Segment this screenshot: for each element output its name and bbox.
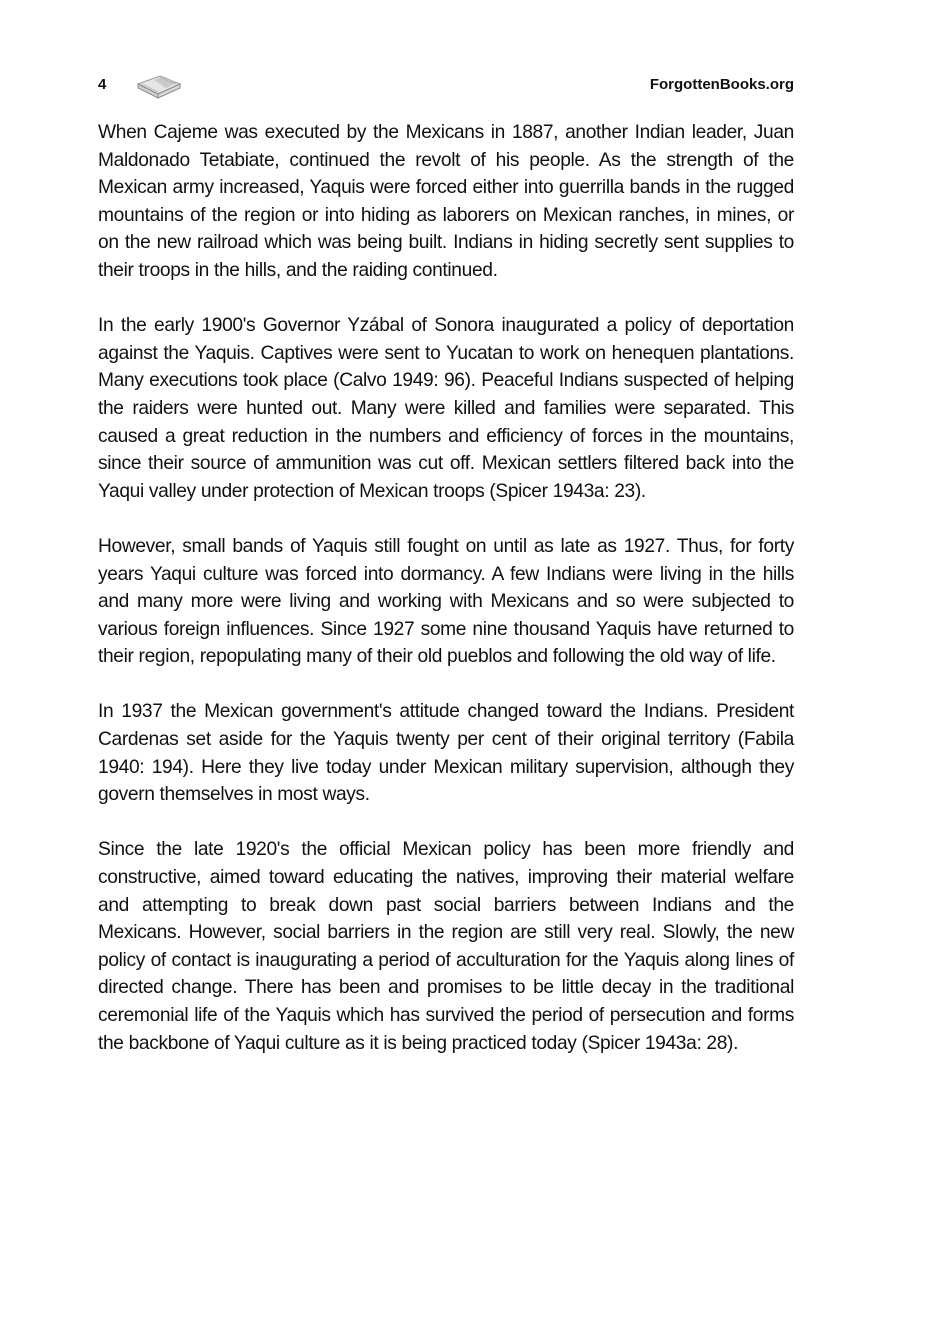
open-book-icon <box>136 74 182 100</box>
page-number: 4 <box>98 76 107 93</box>
paragraph: However, small bands of Yaquis still fought on until as late as 1927. Thus, for forty years Yaqui culture was forced into dormancy. A few Indians were living in the hills and many more were living and working with Mexicans and so were subjected to various foreign influences. Since 1927 some nine thousand Yaquis have returned to their region, repopulating many of their old pueblos and following the old way of life. <box>98 535 794 668</box>
paragraph: Since the late 1920's the official Mexican policy has been more friendly and constructive, aimed toward educating the natives, improving their material welfare and attempting to break down past social barriers between Indians and the Mexicans. However, social barriers in the region are still very real. Slowly, the new policy of contact is inaugurating a period of acculturation for the Yaquis along lines of directed change. There has been and promises to be little decay in the traditional ceremonial life of the Yaquis which has survived the period of persecution and forms the backbone of Yaqui culture as it is being practiced today (Spicer 1943a: 28). <box>98 839 794 1054</box>
page-header <box>98 74 794 98</box>
paragraph: In the early 1900's Governor Yzábal of Sonora inaugurated a policy of deportation against the Yaquis. Captives were sent to Yucatan to work on henequen plantations. Many executions took place (Calvo 1949: 96). Peaceful Indians suspected of helping the raiders were hunted out. Many were killed and families were separated. This caused a great reduction in the numbers and efficiency of forces in the mountains, since their source of ammunition was cut off. Mexican settlers filtered back into the Yaqui valley under protection of Mexican troops (Spicer 1943a: 23). <box>98 315 794 502</box>
document-body <box>98 119 794 1085</box>
paragraph: When Cajeme was executed by the Mexicans in 1887, another Indian leader, Juan Maldonado Tetabiate, continued the revolt of his people. As the strength of the Mexican army increased, Yaquis were forced either into guerrilla bands in the rugged mountains of the region or into hiding as laborers on Mexican ranches, in mines, or on the new railroad which was being built. Indians in hiding secretly sent supplies to their troops in the hills, and the raiding continued. <box>98 122 794 281</box>
site-name: ForgottenBooks.org <box>649 76 794 93</box>
paragraph: In 1937 the Mexican government's attitude changed toward the Indians. President Cardenas set aside for the Yaquis twenty per cent of their original territory (Fabila 1940: 194). Here they live today under Mexican military supervision, although they govern themselves in most ways. <box>98 701 794 806</box>
